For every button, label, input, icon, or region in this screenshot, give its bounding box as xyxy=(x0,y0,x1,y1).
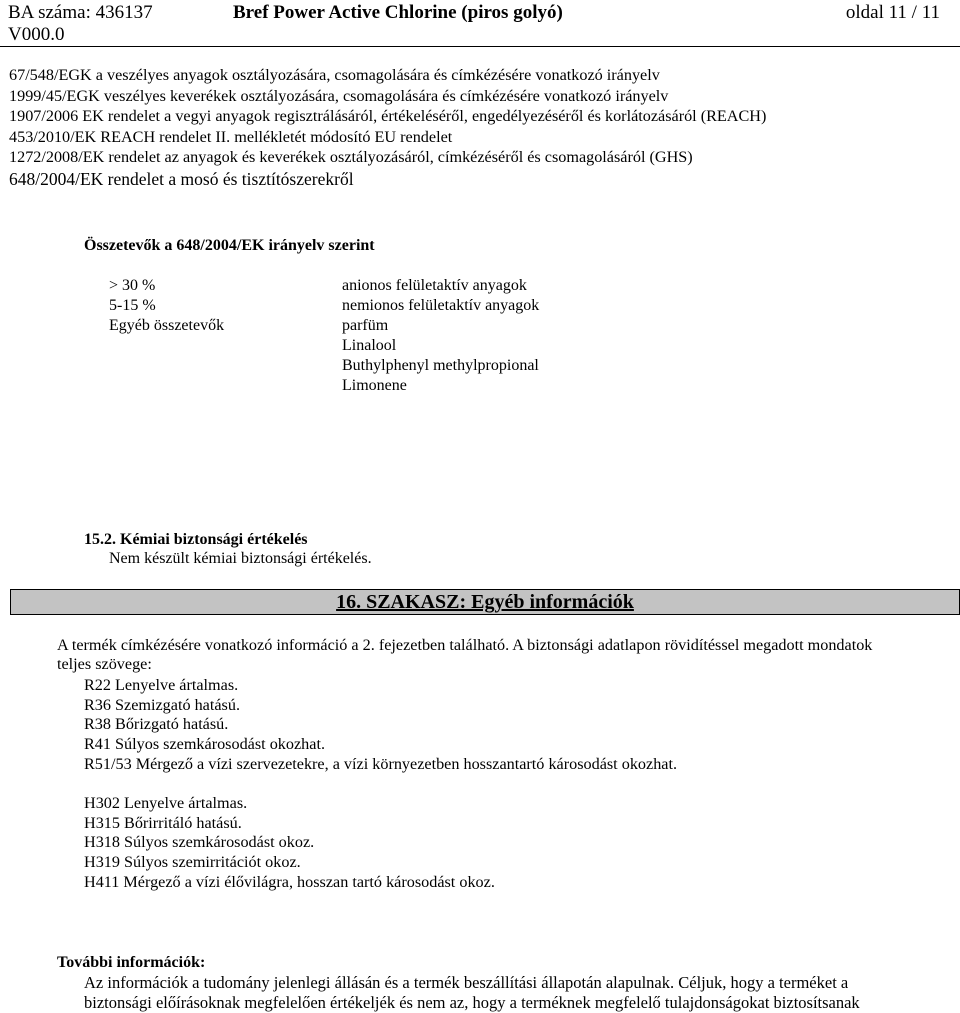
composition-pct: Egyéb összetevők xyxy=(109,317,225,334)
composition-name: Buthylphenyl methylpropional xyxy=(342,357,539,374)
composition-name: anionos felületaktív anyagok xyxy=(342,277,527,294)
section-16-header-bar xyxy=(10,589,960,615)
r-phrase: R38 Bőrizgató hatású. xyxy=(84,715,229,734)
r-phrase: R22 Lenyelve ártalmas. xyxy=(84,676,239,694)
section-16-intro-line1: A termék címkézésére vonatkozó információ a 2. fejezetben található. A biztonsági adatlapon rövidítéssel megadott mondatok xyxy=(57,636,873,654)
regulation-item: 1907/2006 EK rendelet a vegyi anyagok regisztrálásáról, értékeléséről, engedélyezéséről és korlátozásáról (REACH) xyxy=(9,107,767,126)
section-16-intro-line2: teljes szövege: xyxy=(57,655,152,673)
further-info-line: Az információk a tudomány jelenlegi állásán és a termék beszállítási állapotán alapulnak. Céljuk, hogy a terméket a xyxy=(84,973,849,992)
composition-names xyxy=(342,276,539,396)
header-divider xyxy=(0,46,960,47)
composition-pct: > 30 % xyxy=(109,277,156,294)
composition-title: Összetevők a 648/2004/EK irányelv szerint xyxy=(84,237,375,254)
r-phrase: R41 Súlyos szemkárosodást okozhat. xyxy=(84,735,325,754)
h-phrase: H302 Lenyelve ártalmas. xyxy=(84,794,248,812)
product-name: Bref Power Active Chlorine (piros golyó) xyxy=(233,2,563,23)
composition-name: Linalool xyxy=(342,337,397,354)
regulations-list xyxy=(9,65,766,190)
section-15-2-title: 15.2. Kémiai biztonsági értékelés xyxy=(84,531,308,548)
r-phrase: R36 Szemizgató hatású. xyxy=(84,695,240,714)
r-phrases-list xyxy=(84,676,677,775)
regulation-item: 1999/45/EGK veszélyes keverékek osztályozására, csomagolására és címkézésére vonatkozó irányelv xyxy=(9,86,669,105)
regulation-item: 453/2010/EK REACH rendelet II. mellékletét módosító EU rendelet xyxy=(9,127,453,146)
composition-name: parfüm xyxy=(342,317,389,334)
page-number: oldal 11 / 11 xyxy=(845,2,940,23)
further-info-line: biztonsági előírásoknak megfelelően értékeljék és nem az, hogy a terméknek megfelelő tulajdonságokat biztosítsanak xyxy=(84,993,860,1012)
regulation-item: 1272/2008/EK rendelet az anyagok és keverékek osztályozásáról, címkézéséről és csomagolásáról (GHS) xyxy=(9,148,693,167)
section-16-title: 16. SZAKASZ: Egyéb információk xyxy=(336,591,634,613)
h-phrase: H319 Súlyos szemirritációt okoz. xyxy=(84,853,301,872)
composition-name: Limonene xyxy=(342,377,407,394)
composition-pct: 5-15 % xyxy=(109,297,156,314)
regulation-item: 648/2004/EK rendelet a mosó és tisztítószerekről xyxy=(9,168,354,189)
version: V000.0 xyxy=(8,24,65,45)
further-info-title: További információk: xyxy=(57,954,206,971)
further-info-text xyxy=(84,973,860,1013)
h-phrase: H318 Súlyos szemkárosodást okoz. xyxy=(84,833,315,852)
ba-number: BA száma: 436137 xyxy=(8,2,153,23)
h-phrases-list xyxy=(84,794,495,893)
h-phrase: H315 Bőrirritáló hatású. xyxy=(84,813,242,832)
section-15-2-text: Nem készült kémiai biztonsági értékelés. xyxy=(109,550,372,567)
r-phrase: R51/53 Mérgező a vízi szervezetekre, a vízi környezetben hosszantartó károsodást okozhat. xyxy=(84,754,678,773)
h-phrase: H411 Mérgező a vízi élővilágra, hosszan tartó károsodást okoz. xyxy=(84,872,495,891)
regulation-item: 67/548/EGK a veszélyes anyagok osztályozására, csomagolására és címkézésére vonatkozó irányelv xyxy=(9,66,660,84)
composition-percentages xyxy=(109,276,224,336)
composition-name: nemionos felületaktív anyagok xyxy=(342,297,540,314)
